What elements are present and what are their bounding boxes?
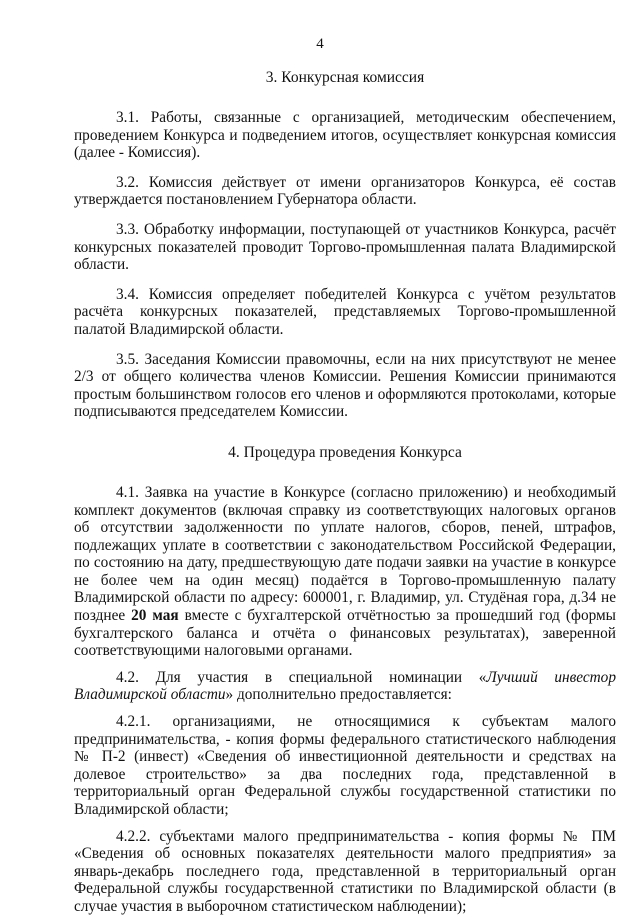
- section-3-heading: 3. Конкурсная комиссия: [265, 69, 425, 86]
- nomination-title: Лучший инвестор Владимирской области: [74, 668, 616, 704]
- paragraph-4-2-text-b: » дополнительно предоставляется:: [225, 686, 452, 704]
- page-number: 4: [316, 36, 324, 52]
- section-4-heading: 4. Процедура проведения Конкурса: [228, 443, 462, 461]
- paragraph-3-3: 3.3. Обработку информации, поступающей от участников Конкурса, расчёт конкурсных показателей проводит Торгово-промышленная палата Владимирской области.: [74, 220, 616, 274]
- paragraph-3-1: 3.1. Работы, связанные с организацией, методическим обеспечением, проведением Конкурса и подведением итогов, осуществляет конкурсная комиссия (далее - Комиссия).: [74, 109, 616, 162]
- paragraph-4-1-text-a: 4.1. Заявка на участие в Конкурсе (согласно приложению) и необходимый комплект документов (включая справку из соответствующих налоговых органов об отсутствии задолженности по уплате налогов, сборов, пеней, штрафов, подлежащих уплате в соответствии с законодательством Российской Федерации, по состоянию на дату, предшествующую дате подачи заявки на участие в конкурсе не более чем на один месяц) подаётся в Торгово-промышленную палату Владимирской области по адресу: 600001, г. Владимир, ул. Студёная гора, д.34 не позднее: [74, 483, 616, 625]
- paragraph-3-4: 3.4. Комиссия определяет победителей Конкурса с учётом результатов расчёта конкурсных показателей, представляемых Торгово-промышленной палатой Владимирской области.: [74, 285, 616, 338]
- paragraph-4-1: [74, 484, 616, 660]
- paragraph-4-1-text-b: вместе с бухгалтерской отчётностью за прошедший год (формы бухгалтерского баланса и отчёта о финансовых результатах), заверенной соответствующими налоговыми органами.: [74, 607, 616, 660]
- paragraph-4-2-1: 4.2.1. организациями, не относящимися к субъектам малого предпринимательства, - копия формы федерального статистического наблюдения № П-2 (инвест) «Сведения об инвестиционной деятельности и средствах на долевое строительство» за два последних года, представленной в территориальный орган Федеральной службы государственной статистики по Владимирской области;: [74, 713, 616, 818]
- paragraph-3-5: 3.5. Заседания Комиссии правомочны, если на них присутствуют не менее 2/3 от общего количества членов Комиссии. Решения Комиссии принимаются простым большинством голосов его членов и оформляются протоколами, которые подписываются председателем Комиссии.: [74, 350, 616, 421]
- paragraph-4-2: [74, 669, 616, 704]
- deadline-date: 20 мая: [131, 607, 179, 625]
- paragraph-3-2: 3.2. Комиссия действует от имени организаторов Конкурса, её состав утверждается постановлением Губернатора области.: [74, 173, 616, 209]
- paragraph-4-2-2: 4.2.2. субъектами малого предпринимательства - копия формы № ПМ «Сведения об основных показателях деятельности малого предприятия» за январь-декабрь последнего года, представленной в территориальный орган Федеральной службы государственной статистики по Владимирской области (в случае участия в выборочном статистическом наблюдении);: [74, 827, 616, 915]
- paragraph-4-2-text-a: 4.2. Для участия в специальной номинации «: [116, 668, 487, 686]
